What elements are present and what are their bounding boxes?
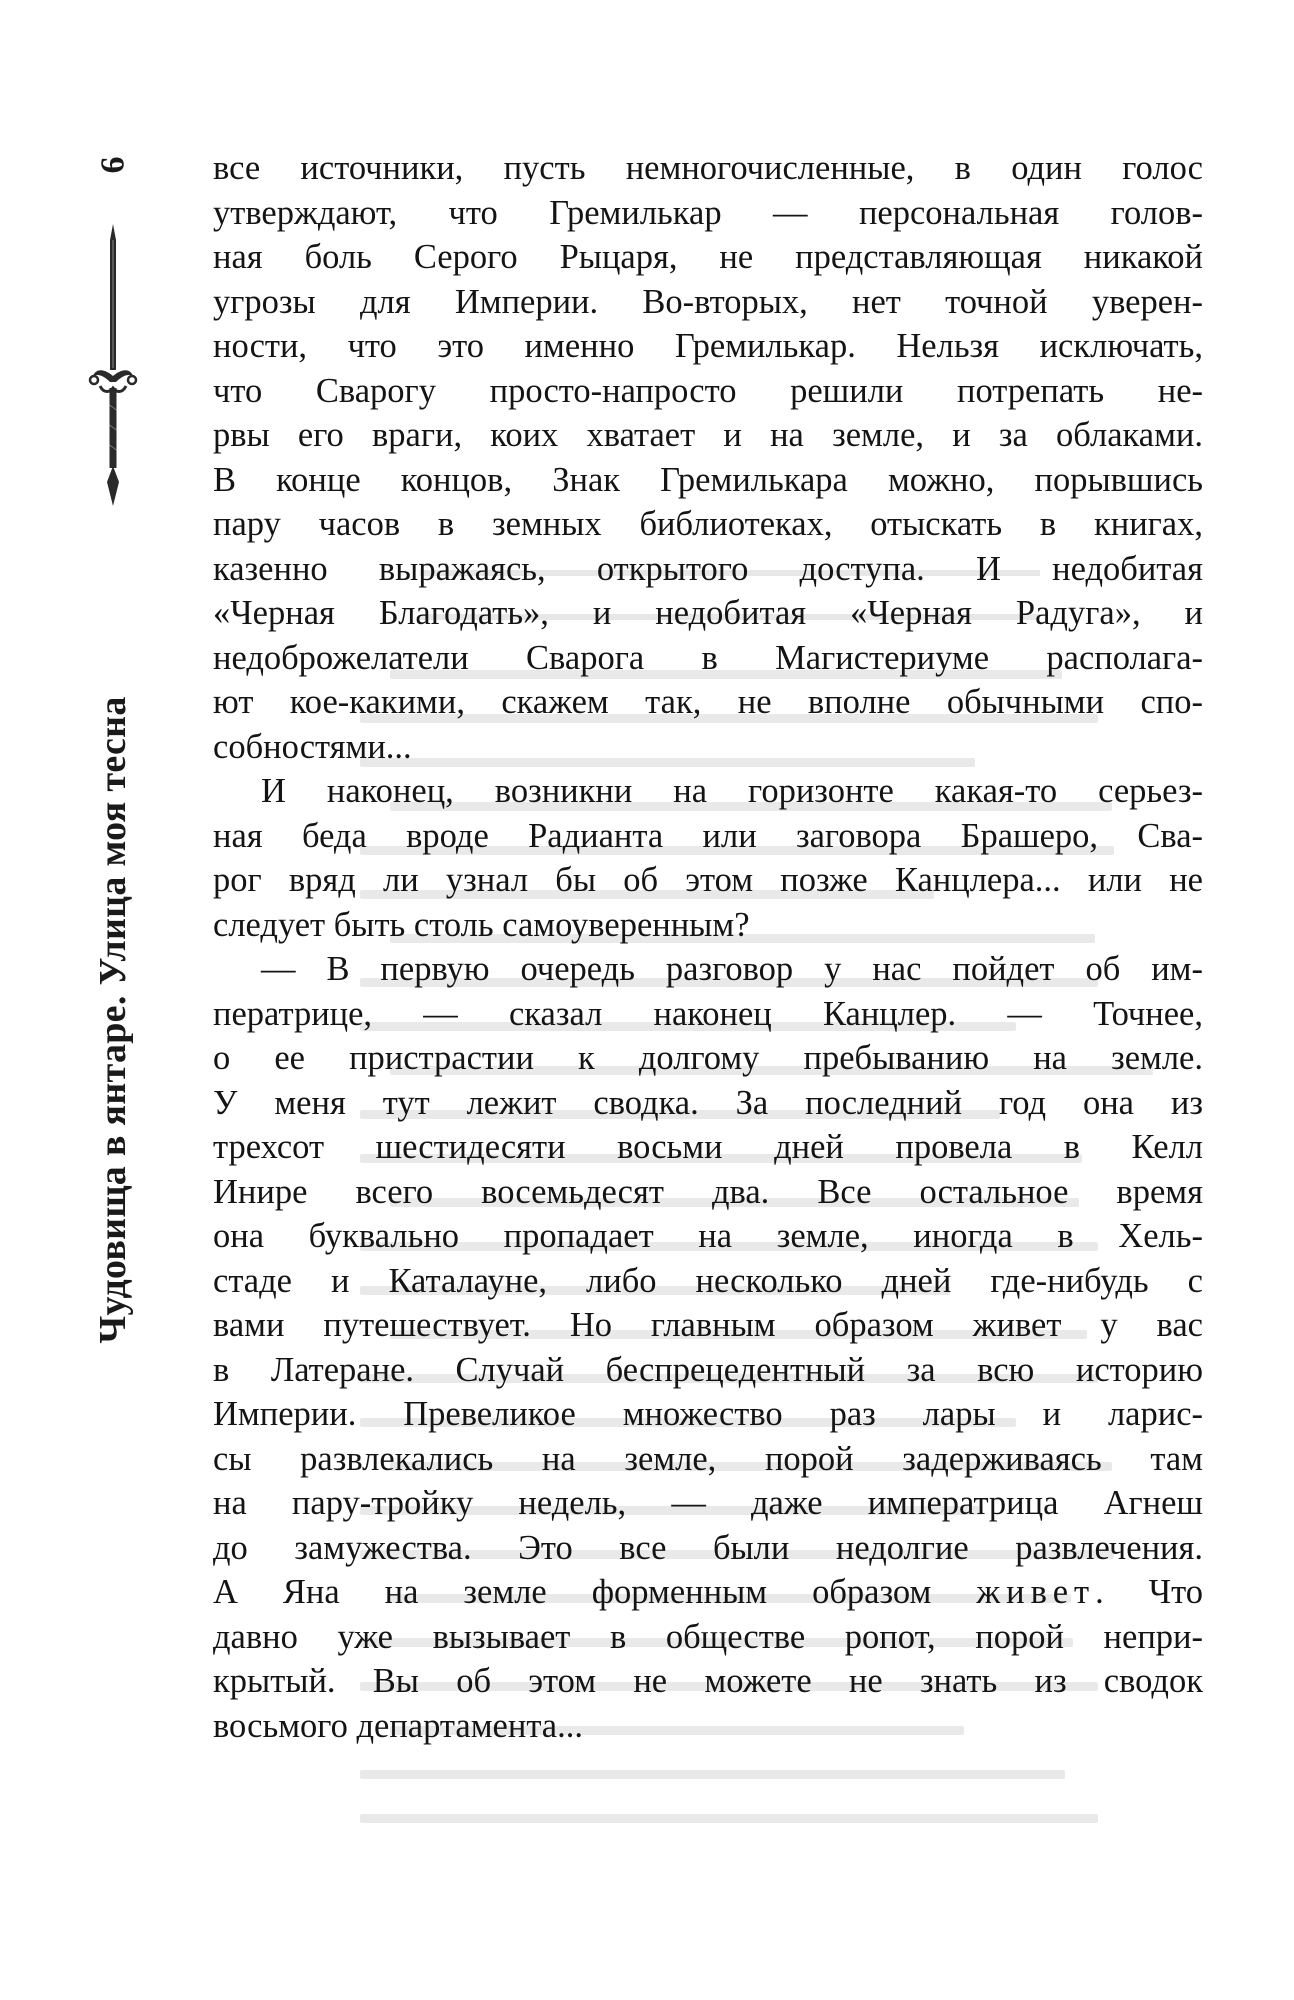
text-line: Империи. Превеликое множество раз лары и ларис- [213,1395,1203,1433]
show-through-line [360,1814,1098,1823]
book-title: Чудовища в янтаре. Улица моя тесна [92,696,134,1344]
text-fragment: . Что [1095,1573,1203,1611]
text-fragment: А Яна на земле форменным образом [213,1573,977,1611]
text-line [213,1570,1203,1615]
text-line: рвы его враги, коих хватает и на земле, и за облаками. [213,416,1203,454]
emphasized-word: живет [976,1573,1096,1611]
text-line: угрозы для Империи. Во-вторых, нет точной уверен- [213,282,1203,321]
text-line: восьмого департамента... [213,1706,583,1745]
running-head [92,140,134,1390]
text-line: до замужества. Это все были недолгие развлечения. [213,1528,1203,1567]
text-line: В конце концов, Знак Гремилькара можно, порывшись [213,460,1203,499]
text-line: давно уже вызывает в обществе ропот, порой непри- [213,1617,1203,1656]
text-line: пару часов в земных библиотеках, отыскать в книгах, [213,505,1203,543]
text-line: все источники, пусть немногочисленные, в один голос [213,149,1203,187]
text-line: ности, что это именно Гремилькар. Нельзя исключать, [213,327,1203,365]
text-line: трехсот шестидесяти восьми дней провела в Келл [213,1128,1203,1166]
text-line: ная беда вроде Радианта или заговора Брашеро, Сва- [213,816,1203,855]
text-line: о ее пристрастии к долгому пребыванию на земле. [213,1039,1203,1077]
text-line: — В первую очередь разговор у нас пойдет об им- [261,950,1203,988]
text-line: ная боль Серого Рыцаря, не представляющая никакой [213,238,1203,276]
text-line: У меня тут лежит сводка. За последний год она из [213,1083,1203,1122]
text-line: на пару-тройку недель, — даже императрица Агнеш [213,1484,1203,1522]
page-number: 6 [94,156,131,174]
text-line: рог вряд ли узнал бы об этом позже Канцлера... или не [213,861,1203,899]
text-line: следует быть столь самоуверенным? [213,905,750,944]
text-line: недоброжелатели Сварога в Магистериуме располага- [213,638,1203,677]
text-line: что Сварогу просто-напросто решили потрепать не- [213,371,1203,410]
text-line: собностями... [213,727,412,766]
text-line: утверждают, что Гремилькар — персональная голов- [213,193,1203,232]
text-line: сы развлекались на земле, порой задерживаясь там [213,1439,1203,1478]
text-line: казенно выражаясь, открытого доступа. И недобитая [213,549,1203,588]
sword-icon [86,220,140,510]
text-line: ператрице, — сказал наконец Канцлер. — Точнее, [213,994,1203,1033]
text-line: в Латеране. Случай беспрецедентный за всю историю [213,1350,1203,1389]
text-line: «Черная Благодать», и недобитая «Черная Радуга», и [213,594,1203,632]
body-text [213,146,1203,1748]
text-line: ют кое-какими, скажем так, не вполне обычными спо- [213,683,1203,721]
text-line: Инире всего восемьдесят два. Все остальное время [213,1172,1203,1211]
text-line: И наконец, возникни на горизонте какая-то серьез- [261,772,1203,810]
text-line: она буквально пропадает на земле, иногда в Хель- [213,1217,1203,1255]
text-line: вами путешествует. Но главным образом живет у вас [213,1306,1203,1344]
text-line: крытый. Вы об этом не можете не знать из сводок [213,1662,1203,1700]
text-line: стаде и Каталауне, либо несколько дней где-нибудь с [213,1261,1203,1300]
show-through-line [360,1770,1065,1779]
